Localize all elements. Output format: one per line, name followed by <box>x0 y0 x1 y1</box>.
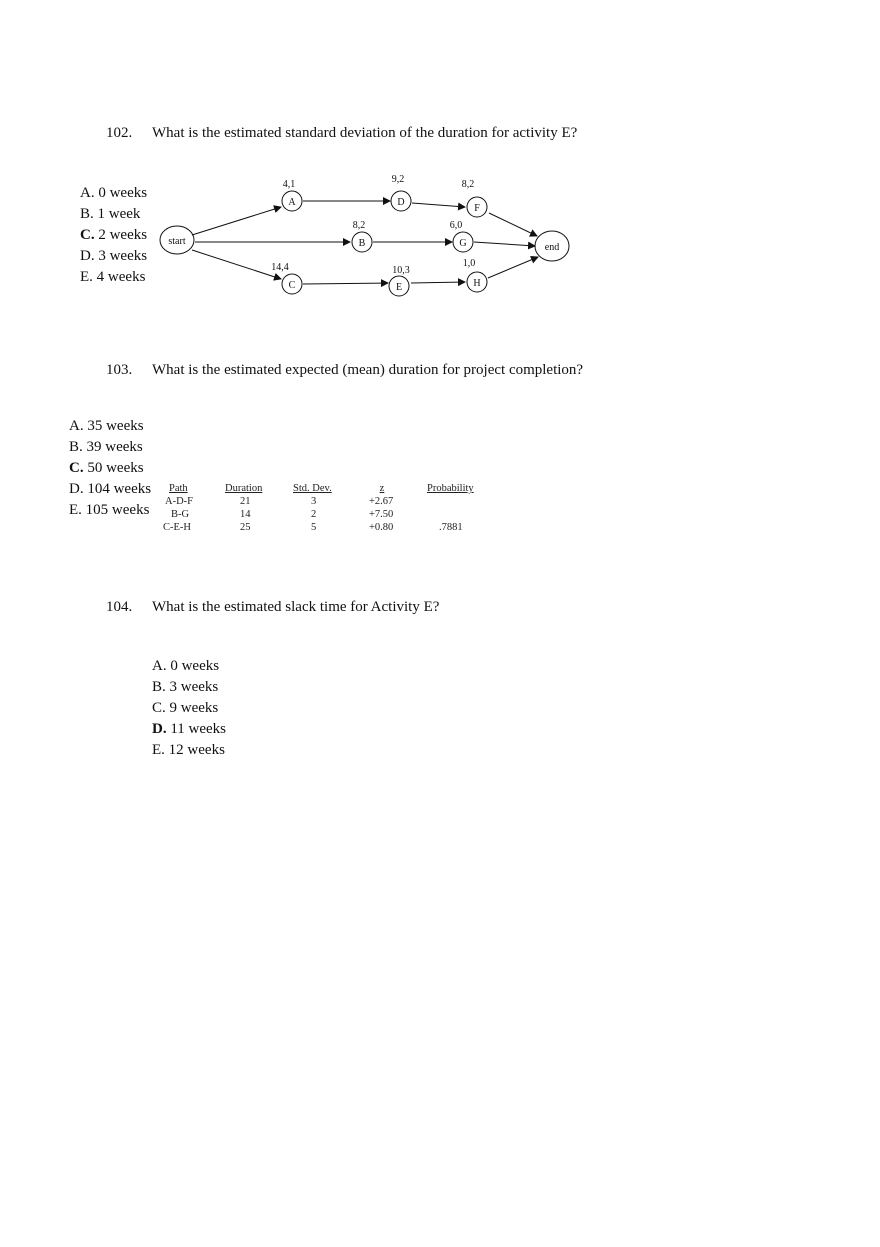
header-duration: Duration <box>225 483 263 494</box>
edge-d-f <box>412 203 465 207</box>
option-b[interactable] <box>152 677 226 698</box>
option-d[interactable] <box>152 719 226 740</box>
header-std-dev: Std. Dev. <box>293 483 332 494</box>
node-b-label: B <box>358 238 366 249</box>
option-c[interactable] <box>152 698 226 719</box>
question-102-options <box>80 183 147 288</box>
row2-std-dev: 2 <box>311 509 317 520</box>
activity-g-estimate: 6,0 <box>449 220 463 231</box>
node-d-label: D <box>397 197 405 208</box>
row3-path: C-E-H <box>163 522 191 533</box>
node-f-label: F <box>474 203 480 214</box>
option-text: 39 weeks <box>86 439 143 455</box>
option-text: 3 weeks <box>169 679 219 695</box>
option-text: 50 weeks <box>87 460 144 476</box>
option-text: 4 weeks <box>96 269 146 285</box>
edge-e-h <box>411 282 465 283</box>
option-text: 12 weeks <box>168 742 225 758</box>
question-104-options <box>152 656 226 761</box>
node-e-label: E <box>395 282 403 293</box>
option-a[interactable] <box>80 183 147 204</box>
question-104-text: What is the estimated slack time for Activity E? <box>152 599 440 615</box>
row2-z: +7.50 <box>369 509 394 520</box>
option-letter: A. <box>152 658 167 674</box>
option-text: 0 weeks <box>98 185 148 201</box>
node-c-label: C <box>288 280 296 291</box>
option-a[interactable] <box>152 656 226 677</box>
question-102-number: 102. <box>106 125 133 141</box>
option-e[interactable] <box>69 500 151 521</box>
option-letter: C. <box>80 227 95 243</box>
option-e[interactable] <box>80 267 147 288</box>
option-e[interactable] <box>152 740 226 761</box>
option-letter: B. <box>69 439 83 455</box>
option-text: 3 weeks <box>98 248 148 264</box>
option-b[interactable] <box>69 437 151 458</box>
row1-path: A-D-F <box>165 496 193 507</box>
option-letter: D. <box>69 481 84 497</box>
option-letter: B. <box>80 206 94 222</box>
option-letter: A. <box>69 418 84 434</box>
option-d[interactable] <box>69 479 151 500</box>
row3-probability: .7881 <box>439 522 463 533</box>
activity-c-estimate: 14,4 <box>271 262 289 273</box>
header-probability: Probability <box>427 483 474 494</box>
row3-z: +0.80 <box>369 522 394 533</box>
header-path: Path <box>169 483 188 494</box>
activity-e-estimate: 10,3 <box>392 265 410 276</box>
option-letter: C. <box>152 700 166 716</box>
option-letter: E. <box>69 502 82 518</box>
option-letter: E. <box>152 742 165 758</box>
activity-network-diagram <box>150 168 580 303</box>
activity-d-estimate: 9,2 <box>391 174 405 185</box>
question-103-number: 103. <box>106 362 133 378</box>
option-letter: C. <box>69 460 84 476</box>
node-g-label: G <box>459 238 467 249</box>
edge-f-end <box>489 213 537 236</box>
activity-a-estimate: 4,1 <box>282 179 296 190</box>
row1-duration: 21 <box>240 496 251 507</box>
option-b[interactable] <box>80 204 147 225</box>
option-letter: D. <box>80 248 95 264</box>
question-103-text: What is the estimated expected (mean) duration for project completion? <box>152 362 584 378</box>
edge-c-e <box>303 283 388 284</box>
option-c[interactable] <box>80 225 147 246</box>
node-end-label: end <box>544 242 560 253</box>
option-d[interactable] <box>80 246 147 267</box>
option-text: 0 weeks <box>170 658 220 674</box>
activity-f-estimate: 8,2 <box>461 179 475 190</box>
node-a-label: A <box>288 197 296 208</box>
option-text: 104 weeks <box>87 481 152 497</box>
row1-z: +2.67 <box>369 496 394 507</box>
option-c[interactable] <box>69 458 151 479</box>
option-text: 11 weeks <box>170 721 227 737</box>
option-letter: B. <box>152 679 166 695</box>
edge-h-end <box>488 257 538 278</box>
row3-duration: 25 <box>240 522 251 533</box>
option-letter: A. <box>80 185 95 201</box>
node-h-label: H <box>473 278 481 289</box>
row3-std-dev: 5 <box>311 522 317 533</box>
edge-start-a <box>192 207 281 235</box>
path-table <box>163 483 493 539</box>
option-text: 1 week <box>97 206 141 222</box>
activity-b-estimate: 8,2 <box>352 220 366 231</box>
question-103-options <box>69 416 151 521</box>
option-text: 105 weeks <box>85 502 150 518</box>
edge-start-c <box>192 250 281 279</box>
option-text: 35 weeks <box>87 418 144 434</box>
option-letter: E. <box>80 269 93 285</box>
option-text: 9 weeks <box>169 700 219 716</box>
row2-duration: 14 <box>240 509 251 520</box>
header-z: z <box>379 483 385 494</box>
edge-g-end <box>474 242 535 246</box>
option-a[interactable] <box>69 416 151 437</box>
option-text: 2 weeks <box>98 227 148 243</box>
node-start-label: start <box>168 236 186 247</box>
option-letter: D. <box>152 721 167 737</box>
row2-path: B-G <box>171 509 190 520</box>
activity-h-estimate: 1,0 <box>462 258 476 269</box>
question-102-text: What is the estimated standard deviation of the duration for activity E? <box>152 125 578 141</box>
question-104-number: 104. <box>106 599 133 615</box>
row1-std-dev: 3 <box>311 496 317 507</box>
